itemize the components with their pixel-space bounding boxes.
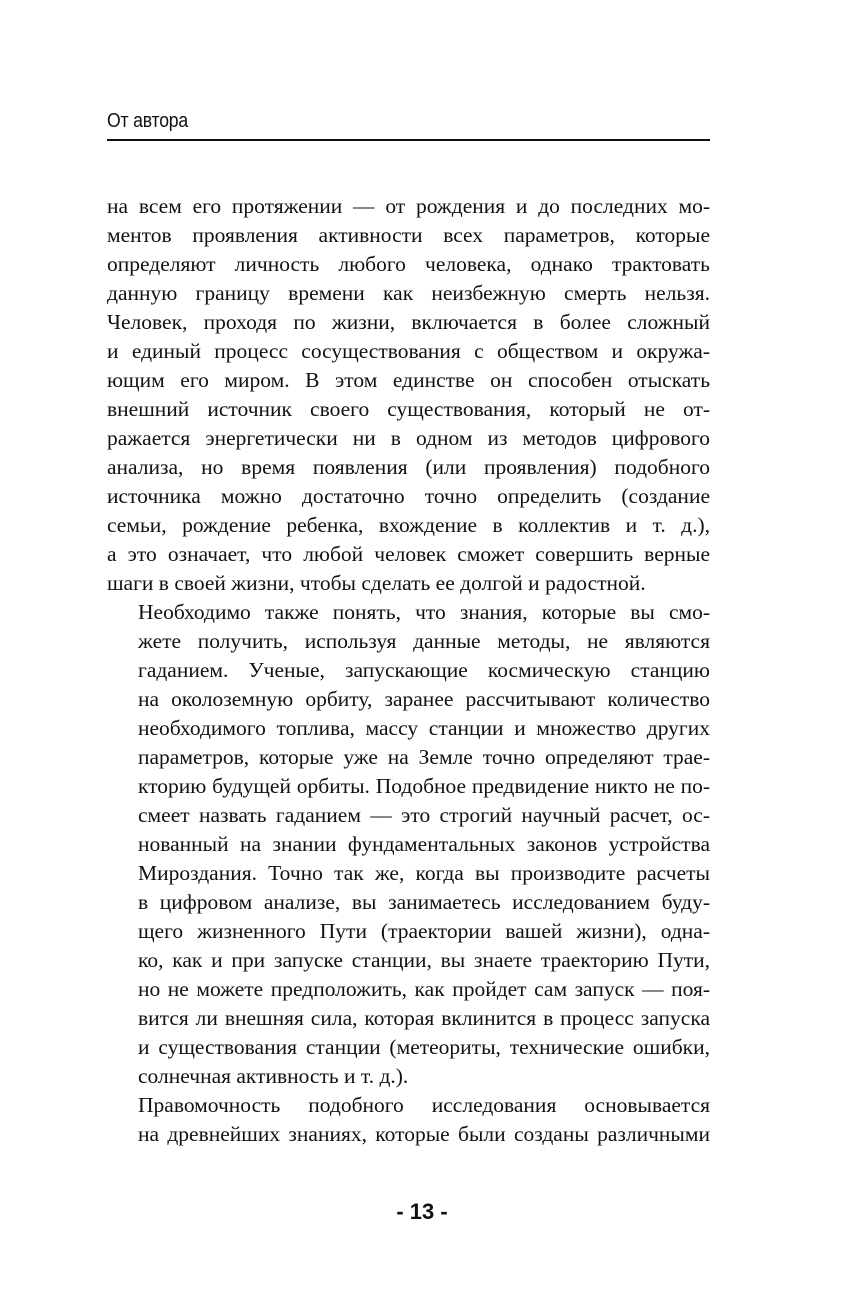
text-line: нованный на знании фундаментальных законов устройства: [138, 832, 710, 856]
text-line: смеет назвать гаданием — это строгий научный расчет, ос-: [138, 803, 710, 827]
text-line: источника можно достаточно точно определить (создание: [107, 484, 710, 508]
text-line: семьи, рождение ребенка, вхождение в коллектив и т. д.),: [107, 513, 710, 537]
text-line: ментов проявления активности всех параметров, которые: [107, 223, 710, 247]
running-title: От автора: [107, 110, 189, 132]
text-line: и существования станции (метеориты, технические ошибки,: [138, 1035, 710, 1059]
page-number: - 13 -: [396, 1199, 448, 1224]
text-line: ко, как и при запуске станции, вы знаете траекторию Пути,: [138, 948, 710, 972]
text-line: и единый процесс сосуществования с обществом и окружа-: [107, 339, 710, 363]
text-line: Мироздания. Точно так же, когда вы производите расчеты: [138, 861, 710, 885]
text-line: необходимого топлива, массу станции и множество других: [138, 716, 710, 740]
paragraph-2: [107, 598, 710, 1091]
text-line: но не можете предположить, как пройдет сам запуск — поя-: [138, 977, 710, 1001]
text-line: Правомочность подобного исследования основывается: [138, 1093, 710, 1117]
text-line: на древнейших знаниях, которые были созданы различными: [138, 1122, 710, 1146]
text-line: жете получить, используя данные методы, не являются: [138, 629, 710, 653]
text-line: параметров, которые уже на Земле точно определяют трае-: [138, 745, 710, 769]
text-line: ражается энергетически ни в одном из методов цифрового: [107, 426, 710, 450]
text-line: шаги в своей жизни, чтобы сделать ее долгой и радостной.: [107, 571, 646, 595]
text-line: в цифровом анализе, вы занимаетесь исследованием буду-: [138, 890, 710, 914]
paragraph-1: [107, 192, 710, 598]
body-text: [107, 192, 710, 1149]
text-line: анализа, но время появления (или проявления) подобного: [107, 455, 710, 479]
text-line: на всем его протяжении — от рождения и до последних мо-: [107, 194, 710, 218]
text-line: данную границу времени как неизбежную смерть нельзя.: [107, 281, 710, 305]
text-line: гаданием. Ученые, запускающие космическую станцию: [138, 658, 710, 682]
text-line: определяют личность любого человека, однако трактовать: [107, 252, 710, 276]
text-line: Человек, проходя по жизни, включается в более сложный: [107, 310, 710, 334]
text-line: вится ли внешняя сила, которая вклинится в процесс запуска: [138, 1006, 710, 1030]
header-rule: [107, 139, 710, 141]
text-line: на околоземную орбиту, заранее рассчитывают количество: [138, 687, 710, 711]
text-line: щего жизненного Пути (траектории вашей жизни), одна-: [138, 919, 710, 943]
text-line: Необходимо также понять, что знания, которые вы смо-: [138, 600, 710, 624]
text-line: ющим его миром. В этом единстве он способен отыскать: [107, 368, 710, 392]
text-line: внешний источник своего существования, который не от-: [107, 397, 710, 421]
text-line: а это означает, что любой человек сможет совершить верные: [107, 542, 710, 566]
text-line: солнечная активность и т. д.).: [138, 1064, 409, 1088]
paragraph-3: [107, 1091, 710, 1149]
text-line: кторию будущей орбиты. Подобное предвидение никто не по-: [138, 774, 710, 798]
